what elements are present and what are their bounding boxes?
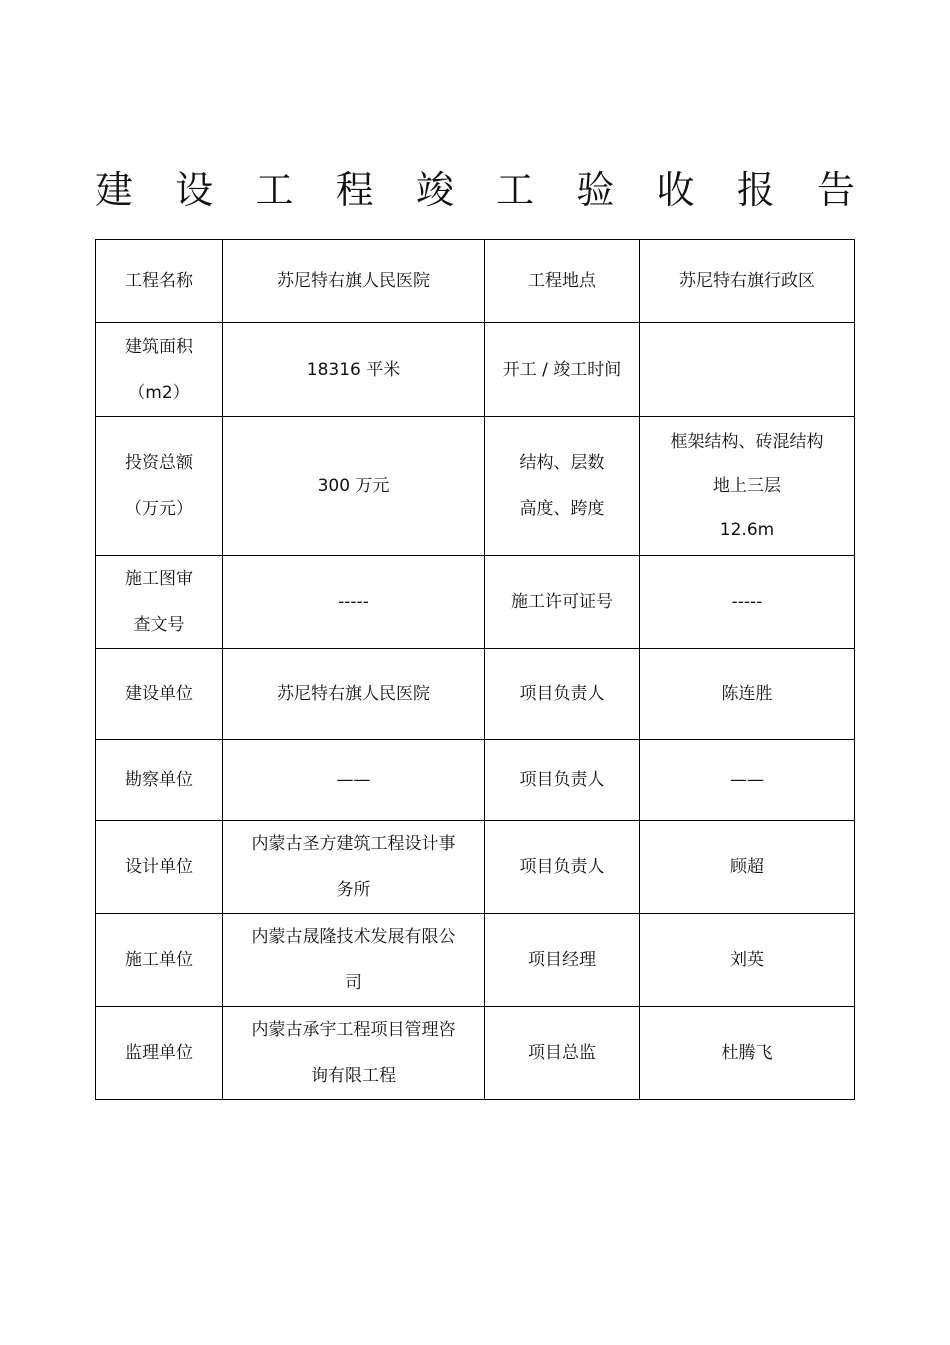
field-label: 项目负责人 [485, 649, 640, 740]
title-char: 工 [496, 167, 535, 212]
field-value: 杜腾飞 [640, 1007, 855, 1100]
field-label: 结构、层数 高度、跨度 [485, 417, 640, 556]
field-value: —— [640, 740, 855, 821]
field-value: 300 万元 [223, 417, 485, 556]
title-char: 告 [816, 167, 855, 212]
field-label: 勘察单位 [96, 740, 223, 821]
field-label: 项目负责人 [485, 821, 640, 914]
title-char: 报 [736, 167, 775, 212]
field-label: 建设单位 [96, 649, 223, 740]
field-label: 施工许可证号 [485, 556, 640, 649]
field-label: 建筑面积 （m2） [96, 323, 223, 417]
field-value: 陈连胜 [640, 649, 855, 740]
title-char: 竣 [415, 167, 454, 212]
field-label: 工程名称 [96, 240, 223, 323]
field-label: 工程地点 [485, 240, 640, 323]
table-row [96, 323, 855, 417]
field-value: 内蒙古圣方建筑工程设计事 务所 [223, 821, 485, 914]
title-char: 建 [95, 167, 134, 212]
field-value: 刘英 [640, 914, 855, 1007]
field-label: 投资总额 （万元） [96, 417, 223, 556]
table-row [96, 821, 855, 914]
field-label: 项目经理 [485, 914, 640, 1007]
field-value: 内蒙古承宇工程项目管理咨 询有限工程 [223, 1007, 485, 1100]
field-label: 施工单位 [96, 914, 223, 1007]
field-value: 苏尼特右旗人民医院 [223, 240, 485, 323]
field-value: 框架结构、砖混结构 地上三层 12.6m [640, 417, 855, 556]
field-label: 设计单位 [96, 821, 223, 914]
field-value: 18316 平米 [223, 323, 485, 417]
title-char: 工 [255, 167, 294, 212]
field-label: 监理单位 [96, 1007, 223, 1100]
field-label: 施工图审 查文号 [96, 556, 223, 649]
table-row [96, 914, 855, 1007]
field-label: 开工 / 竣工时间 [485, 323, 640, 417]
table-row [96, 240, 855, 323]
field-label: 项目负责人 [485, 740, 640, 821]
field-value: —— [223, 740, 485, 821]
table-row [96, 556, 855, 649]
field-value: ----- [223, 556, 485, 649]
field-label: 项目总监 [485, 1007, 640, 1100]
report-title [95, 158, 855, 214]
field-value [640, 323, 855, 417]
title-char: 设 [175, 167, 214, 212]
field-value: 苏尼特右旗人民医院 [223, 649, 485, 740]
table-row [96, 649, 855, 740]
title-char: 程 [335, 167, 374, 212]
title-char: 收 [656, 167, 695, 212]
title-char: 验 [576, 167, 615, 212]
field-value: 顾超 [640, 821, 855, 914]
field-value: 苏尼特右旗行政区 [640, 240, 855, 323]
table-row [96, 417, 855, 556]
table-row [96, 740, 855, 821]
acceptance-report-table [95, 239, 855, 1100]
field-value: ----- [640, 556, 855, 649]
table-row [96, 1007, 855, 1100]
field-value: 内蒙古晟隆技术发展有限公 司 [223, 914, 485, 1007]
